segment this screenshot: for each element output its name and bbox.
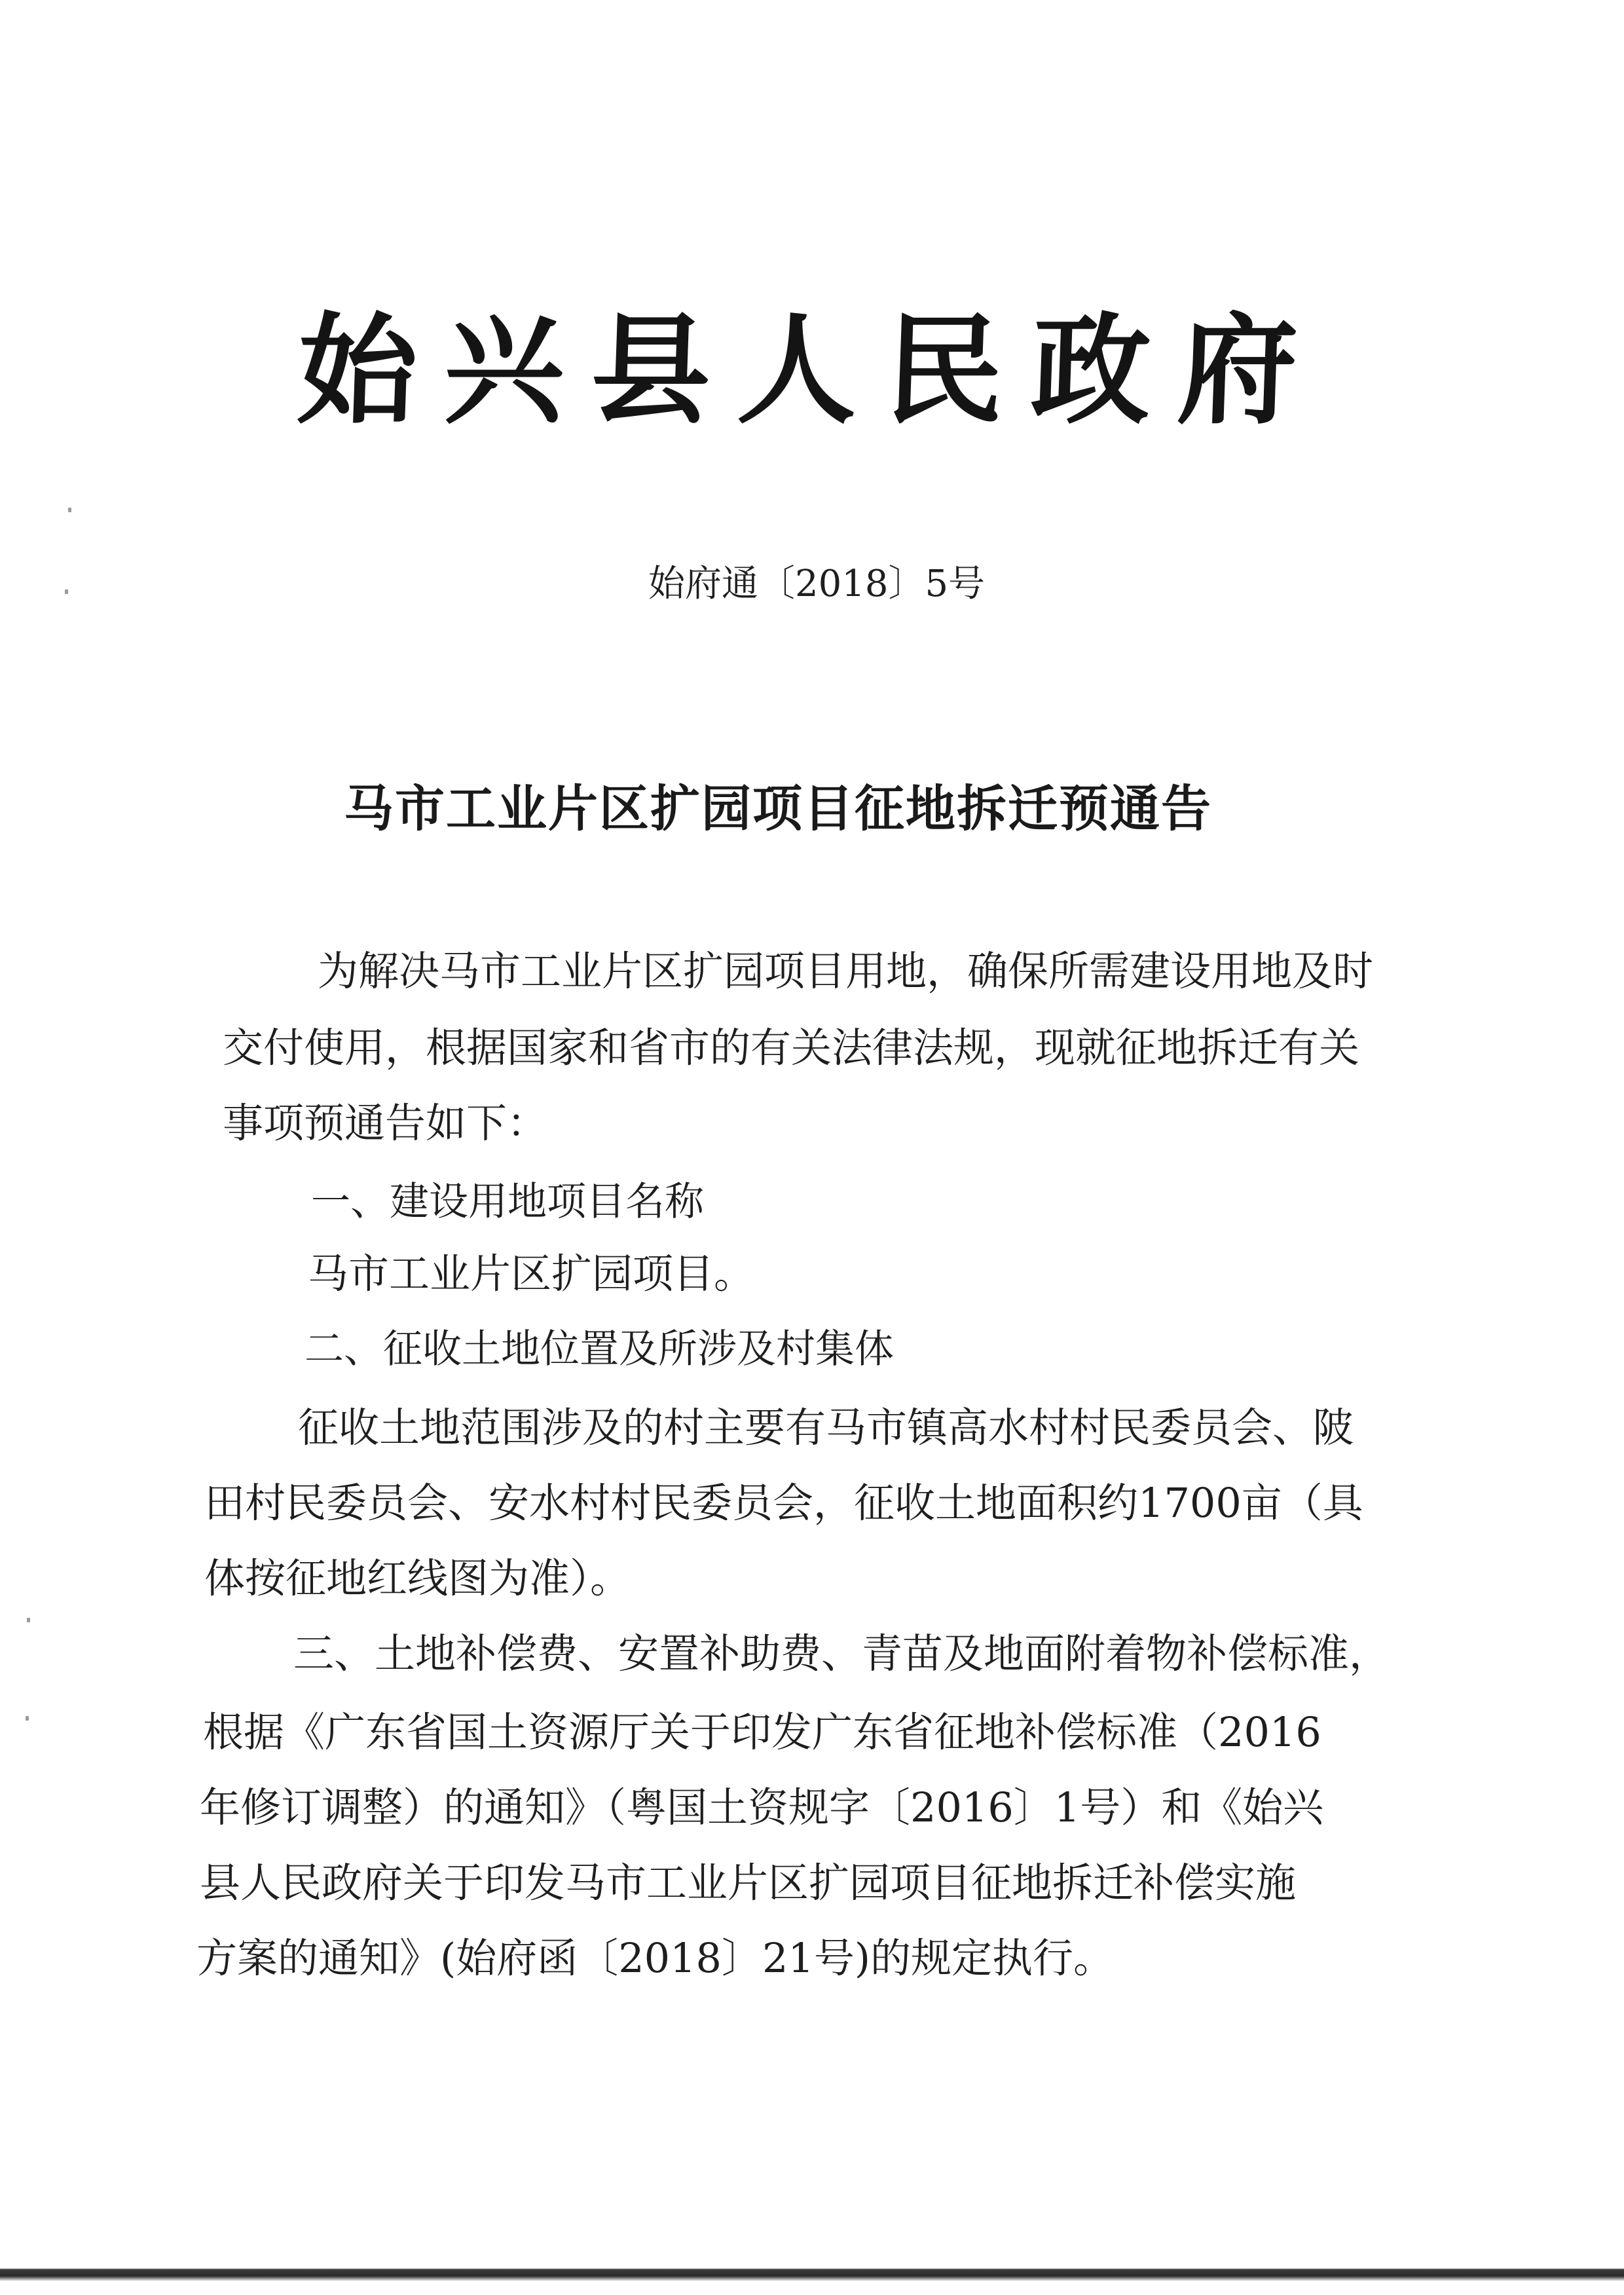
body-line: 田村民委员会、安水村村民委员会，征收土地面积约1700亩（具 [204, 1479, 1363, 1527]
scan-speck [65, 589, 68, 594]
section-heading: 二、征收土地位置及所涉及村集体 [304, 1326, 894, 1372]
scan-speck [68, 508, 71, 512]
body-line: 征收土地范围涉及的村主要有马市镇高水村村民委员会、陂 [298, 1404, 1354, 1451]
body-line: 体按征地红线图为准）。 [204, 1554, 631, 1602]
agency-title: 始兴县人民政府 [295, 300, 1327, 440]
document-number: 始府通〔2018〕5号 [648, 563, 986, 605]
body-line: 为解决马市工业片区扩园项目用地，确保所需建设用地及时 [318, 947, 1374, 995]
body-line: 根据《广东省国土资源厅关于印发广东省征地补偿标准（2016 [203, 1708, 1321, 1756]
notice-title: 马市工业片区扩园项目征地拆迁预通告 [344, 779, 1212, 838]
body-line: 县人民政府关于印发马市工业片区扩园项目征地拆迁补偿实施 [200, 1859, 1297, 1907]
body-line: 方案的通知》(始府函〔2018〕21号)的规定执行。 [196, 1934, 1115, 1982]
body-line: 事项预通告如下： [223, 1099, 548, 1147]
section-heading: 一、建设用地项目名称 [311, 1179, 704, 1225]
scan-speck [27, 1618, 30, 1622]
body-line: 马市工业片区扩园项目。 [308, 1250, 755, 1297]
scan-bottom-edge [0, 2262, 1624, 2295]
body-line: 三、土地补偿费、安置补助费、青苗及地面附着物补偿标准， [293, 1630, 1390, 1677]
body-line: 交付使用，根据国家和省市的有关法律法规，现就征地拆迁有关 [223, 1024, 1360, 1072]
body-line: 年修订调整）的通知》（粤国土资规字〔2016〕1号）和《始兴 [200, 1783, 1324, 1831]
scan-speck [26, 1716, 29, 1721]
